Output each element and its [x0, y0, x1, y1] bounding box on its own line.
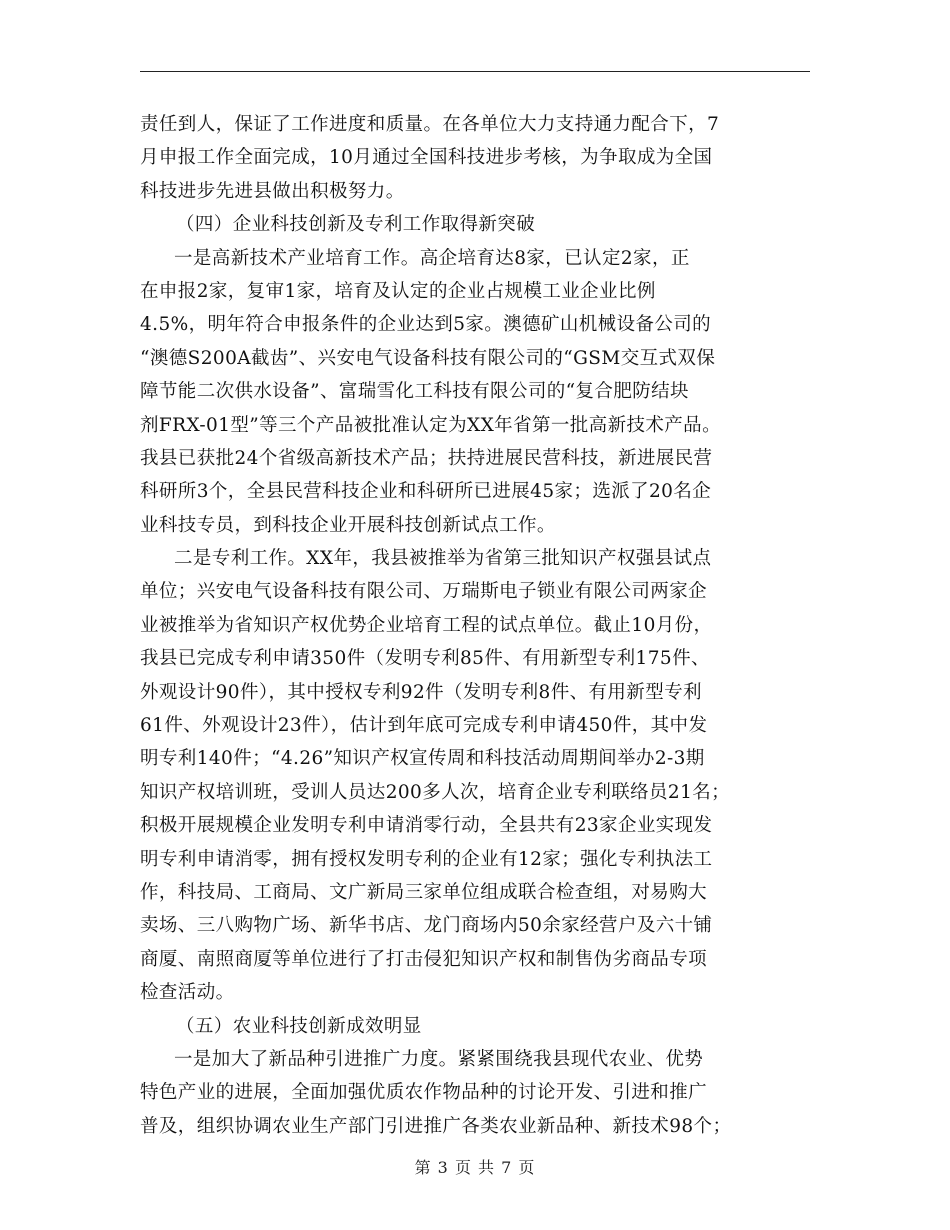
text-line: 积极开展规模企业发明专利申请消零行动，全县共有23家企业实现发 — [140, 815, 713, 837]
text-line: 业被推举为省知识产权优势企业培育工程的试点单位。截止10月份， — [140, 614, 713, 636]
text-line: 卖场、三八购物广场、新华书店、龙门商场内50余家经营户及六十铺 — [140, 915, 713, 937]
page-number: 第 3 页 共 7 页 — [414, 1158, 536, 1177]
text-line: 我县已获批24个省级高新技术产品；扶持进展民营科技，新进展民营 — [140, 447, 713, 469]
text-line: 科研所3个，全县民营科技企业和科研所已进展45家；选派了20名企 — [140, 481, 712, 503]
header-rule — [140, 71, 810, 72]
text-line: 作，科技局、工商局、文广新局三家单位组成联合检查组，对易购大 — [140, 881, 708, 903]
text-line: 二是专利工作。XX年，我县被推举为省第三批知识产权强县试点 — [174, 548, 712, 570]
text-line: 单位；兴安电气设备科技有限公司、万瑞斯电子锁业有限公司两家企 — [140, 581, 708, 603]
text-line: 在申报2家，复审1家，培育及认定的企业占规模工业企业比例 — [140, 280, 656, 302]
text-line: 特色产业的进展，全面加强优质农作物品种的讨论开发、引进和推广 — [140, 1082, 708, 1104]
text-line: 商厦、南照商厦等单位进行了打击侵犯知识产权和制售伪劣商品专项 — [140, 948, 708, 970]
text-line: 普及，组织协调农业生产部门引进推广各类农业新品种、新技术98个； — [140, 1115, 732, 1137]
text-line: 知识产权培训班，受训人员达200多人次，培育企业专利联络员21名； — [140, 781, 731, 803]
text-line: 障节能二次供水设备”、富瑞雪化工科技有限公司的“复合肥防结块 — [140, 381, 689, 403]
text-line: 月申报工作全面完成，10月通过全国科技进步考核，为争取成为全国 — [140, 147, 713, 169]
text-line: 我县已完成专利申请350件（发明专利85件、有用新型专利175件、 — [140, 648, 710, 670]
text-line: 4.5%，明年符合申报条件的企业达到5家。澳德矿山机械设备公司的 — [140, 314, 712, 336]
text-line: 责任到人，保证了工作进度和质量。在各单位大力支持通力配合下，7 — [140, 114, 720, 135]
text-line: 剂FRX-01型”等三个产品被批准认定为XX年省第一批高新技术产品。 — [140, 414, 721, 436]
text-line: 一是加大了新品种引进推广力度。紧紧围绕我县现代农业、优势 — [174, 1048, 704, 1070]
text-line: 科技进步先进县做出积极努力。 — [140, 180, 405, 202]
text-line: 业科技专员，到科技企业开展科技创新试点工作。 — [140, 514, 556, 536]
text-line: “澳德S200A截齿”、兴安电气设备科技有限公司的“GSM交互式双保 — [140, 347, 716, 369]
text-line: 61件、外观设计23件），估计到年底可完成专利申请450件，其中发 — [140, 715, 708, 737]
document-body — [140, 108, 812, 1143]
text-line: 外观设计90件），其中授权专利92件（发明专利8件、有用新型专利 — [140, 681, 702, 703]
text-line: 检查活动。 — [140, 982, 235, 1004]
text-line: 一是高新技术产业培育工作。高企培育达8家，已认定2家，正 — [174, 247, 690, 269]
text-line: （五）农业科技创新成效明显 — [176, 1015, 422, 1037]
text-line: （四）企业科技创新及专利工作取得新突破 — [176, 214, 536, 236]
text-line: 明专利140件；“4.26”知识产权宣传周和科技活动周期间举办2-3期 — [140, 748, 705, 770]
text-line: 明专利申请消零，拥有授权发明专利的企业有12家；强化专利执法工 — [140, 848, 713, 870]
